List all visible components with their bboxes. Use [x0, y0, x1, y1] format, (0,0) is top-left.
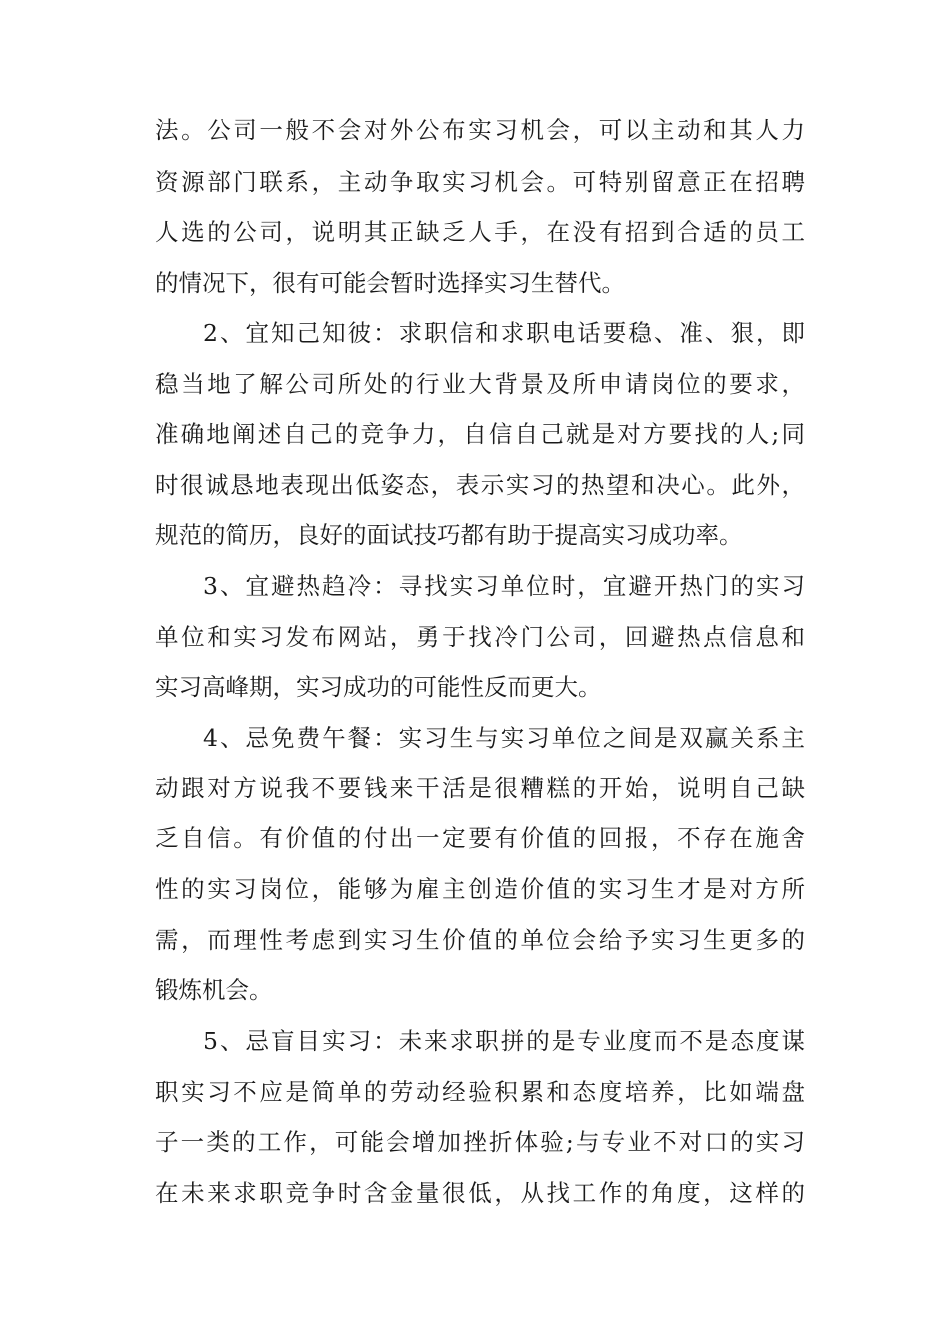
- paragraph-line: 规范的简历，良好的面试技巧都有助于提高实习成功率。: [155, 521, 743, 549]
- paragraph-line: 2、宜知己知彼：求职信和求职电话要稳、准、狠，即: [203, 319, 805, 347]
- paragraph-line: 性的实习岗位，能够为雇主创造价值的实习生才是对方所: [155, 875, 805, 903]
- paragraph-line: 4、忌免费午餐：实习生与实习单位之间是双赢关系主: [203, 724, 805, 752]
- paragraph-line: 稳当地了解公司所处的行业大背景及所申请岗位的要求，: [155, 370, 805, 398]
- paragraph-line: 锻炼机会。: [155, 976, 273, 1004]
- paragraph-line: 5、忌盲目实习：未来求职拼的是专业度而不是态度谋: [203, 1027, 805, 1055]
- paragraph-line: 时很诚恳地表现出低姿态，表示实习的热望和决心。此外，: [155, 471, 805, 499]
- paragraph-line: 准确地阐述自己的竞争力，自信自己就是对方要找的人;同: [155, 420, 805, 448]
- paragraph-line: 实习高峰期，实习成功的可能性反而更大。: [155, 673, 602, 701]
- paragraph-line: 在未来求职竞争时含金量很低，从找工作的角度，这样的: [155, 1179, 805, 1207]
- paragraph-line: 职实习不应是简单的劳动经验积累和态度培养，比如端盘: [155, 1078, 805, 1106]
- paragraph-line: 单位和实习发布网站，勇于找冷门公司，回避热点信息和: [155, 623, 805, 651]
- paragraph-line: 法。公司一般不会对外公布实习机会，可以主动和其人力: [155, 116, 805, 144]
- paragraph-line: 乏自信。有价值的付出一定要有价值的回报，不存在施舍: [155, 824, 805, 852]
- paragraph-line: 资源部门联系，主动争取实习机会。可特别留意正在招聘: [155, 168, 805, 196]
- paragraph-line: 3、宜避热趋冷：寻找实习单位时，宜避开热门的实习: [203, 572, 805, 600]
- paragraph-line: 需，而理性考虑到实习生价值的单位会给予实习生更多的: [155, 926, 805, 954]
- paragraph-line: 人选的公司，说明其正缺乏人手，在没有招到合适的员工: [155, 218, 805, 246]
- paragraph-line: 子一类的工作，可能会增加挫折体验;与专业不对口的实习: [155, 1128, 805, 1156]
- paragraph-line: 动跟对方说我不要钱来干活是很糟糕的开始，说明自己缺: [155, 774, 805, 802]
- paragraph-line: 的情况下，很有可能会暂时选择实习生替代。: [155, 269, 625, 297]
